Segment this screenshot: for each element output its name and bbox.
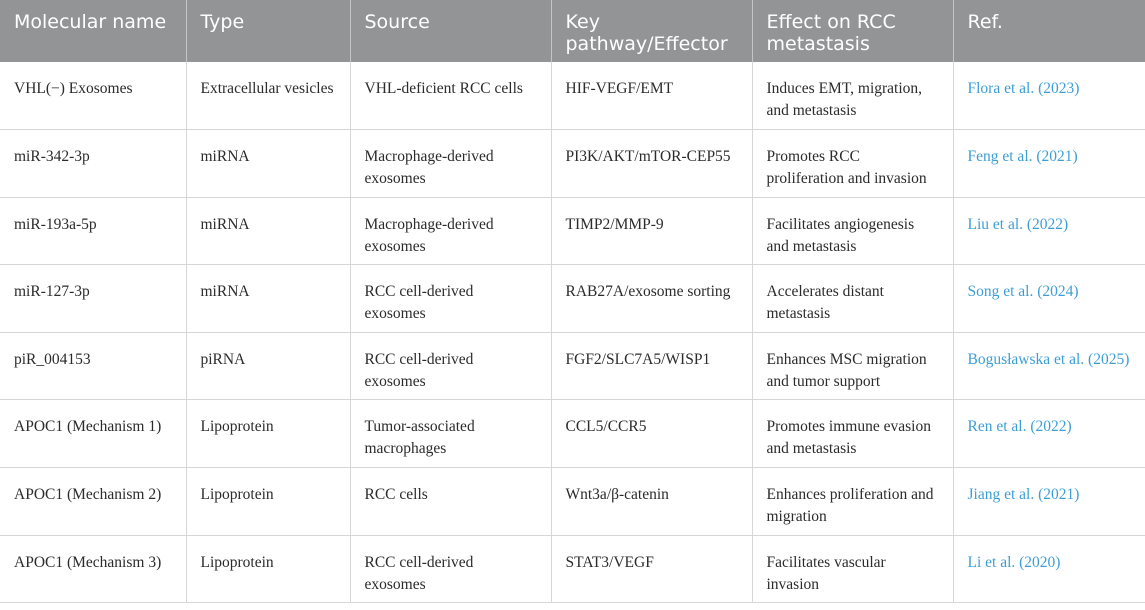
cell-source: RCC cells	[350, 468, 551, 536]
table-body	[0, 62, 1145, 603]
cell-effect: Enhances MSC migration and tumor support	[752, 332, 953, 400]
table-row	[0, 62, 1145, 130]
header-effect: Effect on RCC metastasis	[752, 0, 953, 62]
header-type: Type	[186, 0, 350, 62]
cell-source: Tumor-associated macrophages	[350, 400, 551, 468]
cell-source: RCC cell-derived exosomes	[350, 535, 551, 603]
cell-ref	[953, 332, 1145, 400]
cell-key-pathway: RAB27A/exosome sorting	[551, 265, 752, 333]
reference-link[interactable]: Ren et al. (2022)	[967, 418, 1072, 436]
cell-key-pathway: STAT3/VEGF	[551, 535, 752, 603]
cell-key-pathway: TIMP2/MMP-9	[551, 197, 752, 265]
cell-effect: Accelerates distant metastasis	[752, 265, 953, 333]
reference-link[interactable]: Jiang et al. (2021)	[967, 486, 1080, 504]
cell-molecular-name: VHL(−) Exosomes	[0, 62, 186, 130]
cell-type: Lipoprotein	[186, 400, 350, 468]
reference-link[interactable]: Bogusławska et al. (2025)	[967, 350, 1130, 368]
cell-source: RCC cell-derived exosomes	[350, 265, 551, 333]
reference-link[interactable]: Liu et al. (2022)	[967, 215, 1069, 233]
cell-type: Lipoprotein	[186, 468, 350, 536]
cell-effect: Promotes RCC proliferation and invasion	[752, 130, 953, 198]
cell-molecular-name: miR-127-3p	[0, 265, 186, 333]
reference-link[interactable]: Feng et al. (2021)	[967, 148, 1078, 166]
cell-key-pathway: FGF2/SLC7A5/WISP1	[551, 332, 752, 400]
cell-ref	[953, 400, 1145, 468]
table-row	[0, 468, 1145, 536]
cell-ref	[953, 535, 1145, 603]
reference-link[interactable]: Flora et al. (2023)	[967, 80, 1080, 97]
cell-molecular-name: piR_004153	[0, 332, 186, 400]
reference-link[interactable]: Li et al. (2020)	[967, 553, 1061, 571]
cell-type: miRNA	[186, 130, 350, 198]
cell-effect: Facilitates vascular invasion	[752, 535, 953, 603]
cell-ref	[953, 468, 1145, 536]
header-molecular-name: Molecular name	[0, 0, 186, 62]
cell-molecular-name: miR-193a-5p	[0, 197, 186, 265]
cell-source: VHL-deficient RCC cells	[350, 62, 551, 130]
cell-key-pathway: Wnt3a/β-catenin	[551, 468, 752, 536]
cell-source: Macrophage-derived exosomes	[350, 197, 551, 265]
cell-molecular-name: APOC1 (Mechanism 3)	[0, 535, 186, 603]
cell-type: Extracellular vesicles	[186, 62, 350, 130]
table-row	[0, 197, 1145, 265]
cell-molecular-name: APOC1 (Mechanism 2)	[0, 468, 186, 536]
cell-ref	[953, 265, 1145, 333]
table-row	[0, 400, 1145, 468]
cell-type: miRNA	[186, 265, 350, 333]
table-row	[0, 332, 1145, 400]
cell-molecular-name: miR-342-3p	[0, 130, 186, 198]
header-row	[0, 0, 1145, 62]
table-header	[0, 0, 1145, 62]
header-source: Source	[350, 0, 551, 62]
reference-link[interactable]: Song et al. (2024)	[967, 283, 1079, 301]
table-row	[0, 265, 1145, 333]
cell-type: miRNA	[186, 197, 350, 265]
cell-effect: Enhances proliferation and migration	[752, 468, 953, 536]
header-key-pathway: Key pathway/Effector	[551, 0, 752, 62]
header-ref: Ref.	[953, 0, 1145, 62]
cell-effect: Induces EMT, migration, and metastasis	[752, 62, 953, 130]
cell-source: Macrophage-derived exosomes	[350, 130, 551, 198]
table-row	[0, 535, 1145, 603]
cell-key-pathway: HIF-VEGF/EMT	[551, 62, 752, 130]
cell-ref	[953, 62, 1145, 130]
cell-effect: Facilitates angiogenesis and metastasis	[752, 197, 953, 265]
cell-molecular-name: APOC1 (Mechanism 1)	[0, 400, 186, 468]
cell-key-pathway: PI3K/AKT/mTOR-CEP55	[551, 130, 752, 198]
cell-key-pathway: CCL5/CCR5	[551, 400, 752, 468]
cell-ref	[953, 130, 1145, 198]
table-row	[0, 130, 1145, 198]
cell-ref	[953, 197, 1145, 265]
cell-type: piRNA	[186, 332, 350, 400]
cell-effect: Promotes immune evasion and metastasis	[752, 400, 953, 468]
cell-type: Lipoprotein	[186, 535, 350, 603]
cell-source: RCC cell-derived exosomes	[350, 332, 551, 400]
